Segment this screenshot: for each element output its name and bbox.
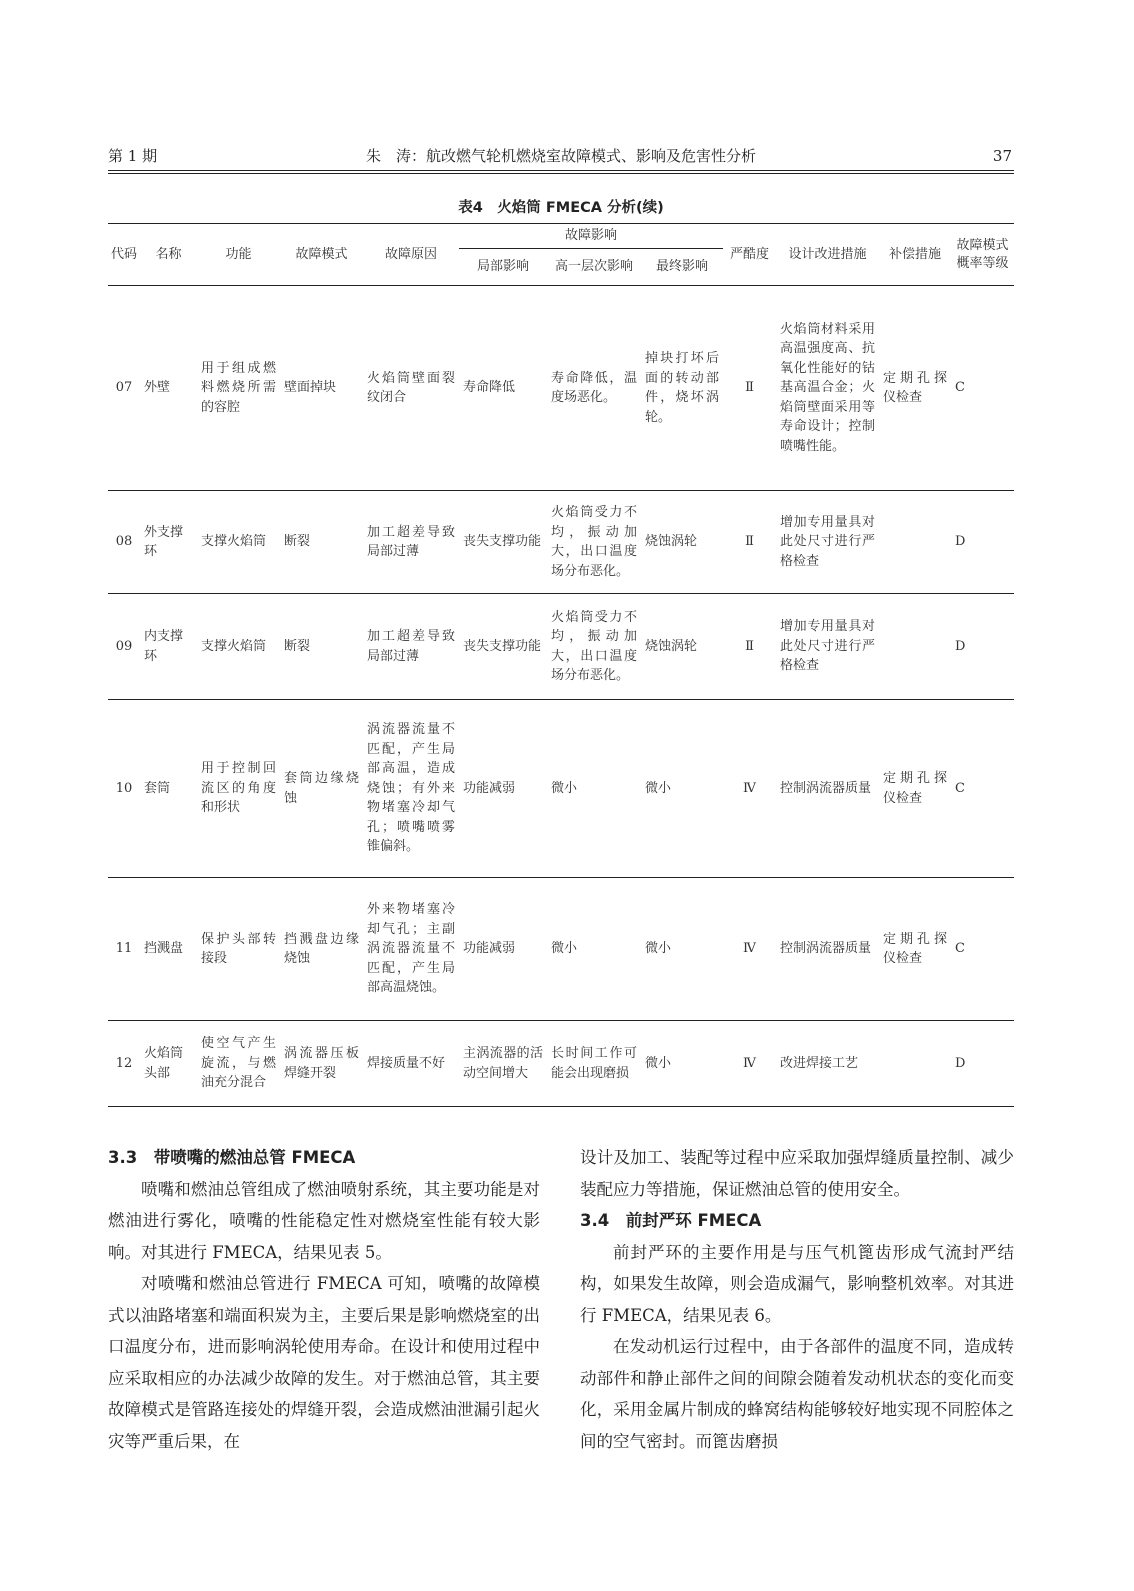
cell-compensation xyxy=(879,594,951,700)
cell-probability: D xyxy=(951,594,1014,700)
cell-compensation: 定期孔探仪检查 xyxy=(879,700,951,878)
table-row xyxy=(108,286,1014,491)
cell-higher: 微小 xyxy=(547,700,641,878)
cell-local: 寿命降低 xyxy=(459,286,547,491)
table-row xyxy=(108,700,1014,878)
cell-compensation xyxy=(879,491,951,594)
cell-final: 微小 xyxy=(641,700,723,878)
cell-cause: 加工超差导致局部过薄 xyxy=(363,594,459,700)
cell-probability: C xyxy=(951,700,1014,878)
cell-local: 丧失支撑功能 xyxy=(459,491,547,594)
cell-local: 功能减弱 xyxy=(459,700,547,878)
cell-function: 保护头部转接段 xyxy=(197,878,280,1021)
table-row xyxy=(108,1021,1014,1107)
cell-final: 微小 xyxy=(641,1021,723,1107)
paragraph: 前封严环的主要作用是与压气机篦齿形成气流封严结构，如果发生故障，则会造成漏气，影响整机效率。对其进行 FMECA，结果见表 6。 xyxy=(580,1242,1014,1325)
cell-cause: 火焰筒壁面裂纹闭合 xyxy=(363,286,459,491)
issue-number: 第 1 期 xyxy=(108,147,158,165)
cell-design: 增加专用量具对此处尺寸进行严格检查 xyxy=(776,491,879,594)
cell-higher: 火焰筒受力不均，振动加大，出口温度场分布恶化。 xyxy=(547,491,641,594)
section-heading: 3.4 前封严环 FMECA xyxy=(580,1211,762,1230)
cell-higher: 微小 xyxy=(547,878,641,1021)
table-row xyxy=(108,878,1014,1021)
cell-code: 07 xyxy=(108,286,140,491)
col-header-probability: 故障模式概率等级 xyxy=(951,224,1014,286)
col-header-name: 名称 xyxy=(140,224,197,286)
cell-severity: Ⅱ xyxy=(723,491,776,594)
cell-final: 烧蚀涡轮 xyxy=(641,491,723,594)
cell-function: 支撑火焰筒 xyxy=(197,491,280,594)
right-column xyxy=(580,1142,1014,1457)
col-header-code: 代码 xyxy=(108,224,140,286)
cell-mode: 挡溅盘边缘烧蚀 xyxy=(280,878,363,1021)
cell-design: 控制涡流器质量 xyxy=(776,878,879,1021)
cell-local: 丧失支撑功能 xyxy=(459,594,547,700)
paragraph: 喷嘴和燃油总管组成了燃油喷射系统，其主要功能是对燃油进行雾化，喷嘴的性能稳定性对燃烧室性能有较大影响。对其进行 FMECA，结果见表 5。 xyxy=(108,1179,540,1262)
cell-higher: 火焰筒受力不均，振动加大，出口温度场分布恶化。 xyxy=(547,594,641,700)
cell-code: 10 xyxy=(108,700,140,878)
table-row xyxy=(108,491,1014,594)
cell-design: 改进焊接工艺 xyxy=(776,1021,879,1107)
cell-probability: D xyxy=(951,491,1014,594)
cell-severity: Ⅱ xyxy=(723,594,776,700)
cell-cause: 焊接质量不好 xyxy=(363,1021,459,1107)
header-rule xyxy=(108,170,1014,171)
cell-code: 11 xyxy=(108,878,140,1021)
paragraph: 在发动机运行过程中，由于各部件的温度不同，造成转动部件和静止部件之间的间隙会随着发动机状态的变化而变化，采用金属片制成的蜂窝结构能够较好地实现不同腔体之间的空气密封。而篦齿磨损 xyxy=(580,1337,1014,1451)
cell-mode: 断裂 xyxy=(280,594,363,700)
cell-final: 掉块打坏后面的转动部件，烧坏涡轮。 xyxy=(641,286,723,491)
page-number: 37 xyxy=(992,147,1012,165)
cell-mode: 套筒边缘烧蚀 xyxy=(280,700,363,878)
col-header-function: 功能 xyxy=(197,224,280,286)
cell-probability: C xyxy=(951,878,1014,1021)
cell-name: 外壁 xyxy=(140,286,197,491)
cell-mode: 壁面掉块 xyxy=(280,286,363,491)
cell-function: 使空气产生旋流，与燃油充分混合 xyxy=(197,1021,280,1107)
article-title: 朱 涛：航改燃气轮机燃烧室故障模式、影响及危害性分析 xyxy=(365,147,756,165)
col-header-higher-effect: 高一层次影响 xyxy=(547,249,641,286)
cell-function: 用于控制回流区的角度和形状 xyxy=(197,700,280,878)
cell-function: 支撑火焰筒 xyxy=(197,594,280,700)
col-header-local-effect: 局部影响 xyxy=(459,249,547,286)
cell-mode: 断裂 xyxy=(280,491,363,594)
cell-name: 内支撑环 xyxy=(140,594,197,700)
col-header-failure-effect: 故障影响 xyxy=(459,224,723,249)
cell-mode: 涡流器压板焊缝开裂 xyxy=(280,1021,363,1107)
left-column xyxy=(108,1142,540,1457)
cell-name: 套筒 xyxy=(140,700,197,878)
col-header-severity: 严酷度 xyxy=(723,224,776,286)
cell-compensation: 定期孔探仪检查 xyxy=(879,286,951,491)
cell-higher: 长时间工作可能会出现磨损 xyxy=(547,1021,641,1107)
cell-code: 09 xyxy=(108,594,140,700)
cell-final: 微小 xyxy=(641,878,723,1021)
cell-compensation: 定期孔探仪检查 xyxy=(879,878,951,1021)
cell-design: 控制涡流器质量 xyxy=(776,700,879,878)
cell-code: 12 xyxy=(108,1021,140,1107)
cell-probability: D xyxy=(951,1021,1014,1107)
table-caption: 表4 火焰筒 FMECA 分析(续) xyxy=(458,200,664,216)
cell-design: 火焰筒材料采用高温强度高、抗氧化性能好的钴基高温合金；火焰筒壁面采用等寿命设计；控制喷嘴性能。 xyxy=(776,286,879,491)
cell-name: 挡溅盘 xyxy=(140,878,197,1021)
cell-probability: C xyxy=(951,286,1014,491)
section-heading: 3.3 带喷嘴的燃油总管 FMECA xyxy=(108,1148,356,1167)
header-rule xyxy=(108,173,1014,174)
cell-severity: Ⅳ xyxy=(723,700,776,878)
cell-code: 08 xyxy=(108,491,140,594)
cell-name: 火焰筒头部 xyxy=(140,1021,197,1107)
cell-design: 增加专用量具对此处尺寸进行严格检查 xyxy=(776,594,879,700)
cell-cause: 加工超差导致局部过薄 xyxy=(363,491,459,594)
cell-severity: Ⅳ xyxy=(723,1021,776,1107)
fmeca-table xyxy=(108,223,1014,1107)
col-header-failure-mode: 故障模式 xyxy=(280,224,363,286)
cell-local: 主涡流器的活动空间增大 xyxy=(459,1021,547,1107)
cell-severity: Ⅳ xyxy=(723,878,776,1021)
col-header-design-measures: 设计改进措施 xyxy=(776,224,879,286)
cell-function: 用于组成燃料燃烧所需的容腔 xyxy=(197,286,280,491)
cell-final: 烧蚀涡轮 xyxy=(641,594,723,700)
running-header xyxy=(108,144,1014,168)
paragraph: 对喷嘴和燃油总管进行 FMECA 可知，喷嘴的故障模式以油路堵塞和端面积炭为主，主要后果是影响燃烧室的出口温度分布，进而影响涡轮使用寿命。在设计和使用过程中应采取相应的办法减少故障的发生。对于燃油总管，其主要故障模式是管路连接处的焊缝开裂，会造成燃油泄漏引起火灾等严重后果，在 xyxy=(108,1274,540,1451)
cell-compensation xyxy=(879,1021,951,1107)
cell-higher: 寿命降低，温度场恶化。 xyxy=(547,286,641,491)
cell-name: 外支撑环 xyxy=(140,491,197,594)
col-header-compensation: 补偿措施 xyxy=(879,224,951,286)
cell-cause: 外来物堵塞冷却气孔；主副涡流器流量不匹配，产生局部高温烧蚀。 xyxy=(363,878,459,1021)
cell-cause: 涡流器流量不匹配，产生局部高温，造成烧蚀；有外来物堵塞冷却气孔；喷嘴喷雾锥偏斜。 xyxy=(363,700,459,878)
col-header-failure-cause: 故障原因 xyxy=(363,224,459,286)
col-header-final-effect: 最终影响 xyxy=(641,249,723,286)
paragraph: 设计及加工、装配等过程中应采取加强焊缝质量控制、减少装配应力等措施，保证燃油总管的使用安全。 xyxy=(580,1148,1014,1199)
cell-severity: Ⅱ xyxy=(723,286,776,491)
table-row xyxy=(108,594,1014,700)
cell-local: 功能减弱 xyxy=(459,878,547,1021)
